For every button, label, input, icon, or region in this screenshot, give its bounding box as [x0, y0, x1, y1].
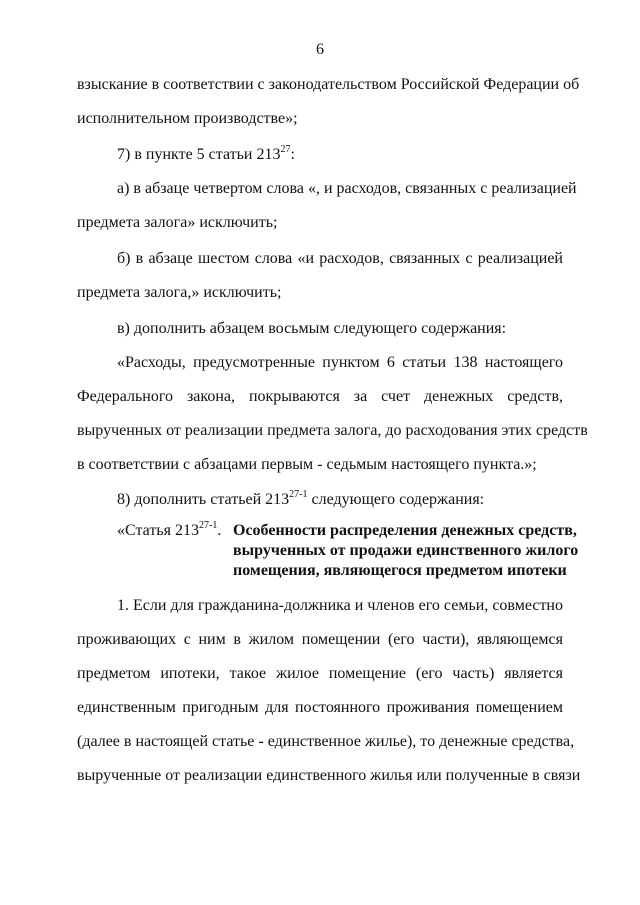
text-line: а) в абзаце четвертом слова «, и расходов, связанных с реализацией — [117, 180, 577, 197]
text-line: предмета залога,» исключить; — [77, 284, 282, 301]
text-span: следующего содержания: — [307, 491, 485, 508]
text-line: б) в абзаце шестом слова «и расходов, связанных с реализацией — [117, 250, 563, 267]
superscript: 27-1 — [198, 520, 218, 531]
text-line: предметом ипотеки, такое жилое помещение (его часть) является — [77, 665, 563, 682]
text-line: 1. Если для гражданина-должника и членов его семьи, совместно — [117, 597, 563, 614]
text-line: исполнительном производстве»; — [77, 110, 298, 127]
text-span: . — [217, 522, 222, 539]
superscript: 27 — [280, 144, 291, 155]
article-title-line: Особенности распределения денежных средств, — [233, 522, 577, 539]
article-title-line: вырученных от продажи единственного жилого — [233, 542, 579, 559]
text-line: вырученных от реализации предмета залога, до расходования этих средств — [77, 422, 588, 439]
text-span: 8) дополнить статьей 213 — [117, 491, 290, 508]
text-line: в соответствии с абзацами первым - седьмым настоящего пункта.»; — [77, 456, 537, 473]
text-line — [117, 490, 563, 510]
text-line: «Расходы, предусмотренные пунктом 6 статьи 138 настоящего — [117, 354, 563, 371]
text-span: : — [290, 146, 295, 163]
text-line: в) дополнить абзацем восьмым следующего содержания: — [117, 320, 507, 337]
text-line: проживающих с ним в жилом помещении (его части), являющемся — [77, 631, 563, 648]
text-span: 7) в пункте 5 статьи 213 — [117, 146, 281, 163]
page-number: 6 — [316, 41, 324, 58]
text-line: единственным пригодным для постоянного проживания помещением — [77, 699, 563, 716]
text-line: вырученные от реализации единственного жилья или полученные в связи — [77, 767, 581, 784]
text-line: предмета залога» исключить; — [77, 214, 278, 231]
text-line: (далее в настоящей статье - единственное жилье), то денежные средства, — [77, 733, 575, 750]
text-line: взыскание в соответствии с законодательством Российской Федерации об — [77, 76, 580, 93]
article-label — [117, 521, 221, 541]
text-line — [117, 145, 563, 165]
text-line: Федерального закона, покрываются за счет денежных средств, — [77, 388, 563, 405]
text-span: «Статья 213 — [117, 522, 199, 539]
article-title — [233, 521, 579, 581]
superscript: 27-1 — [289, 489, 308, 500]
article-title-line: помещения, являющегося предметом ипотеки — [233, 562, 567, 579]
